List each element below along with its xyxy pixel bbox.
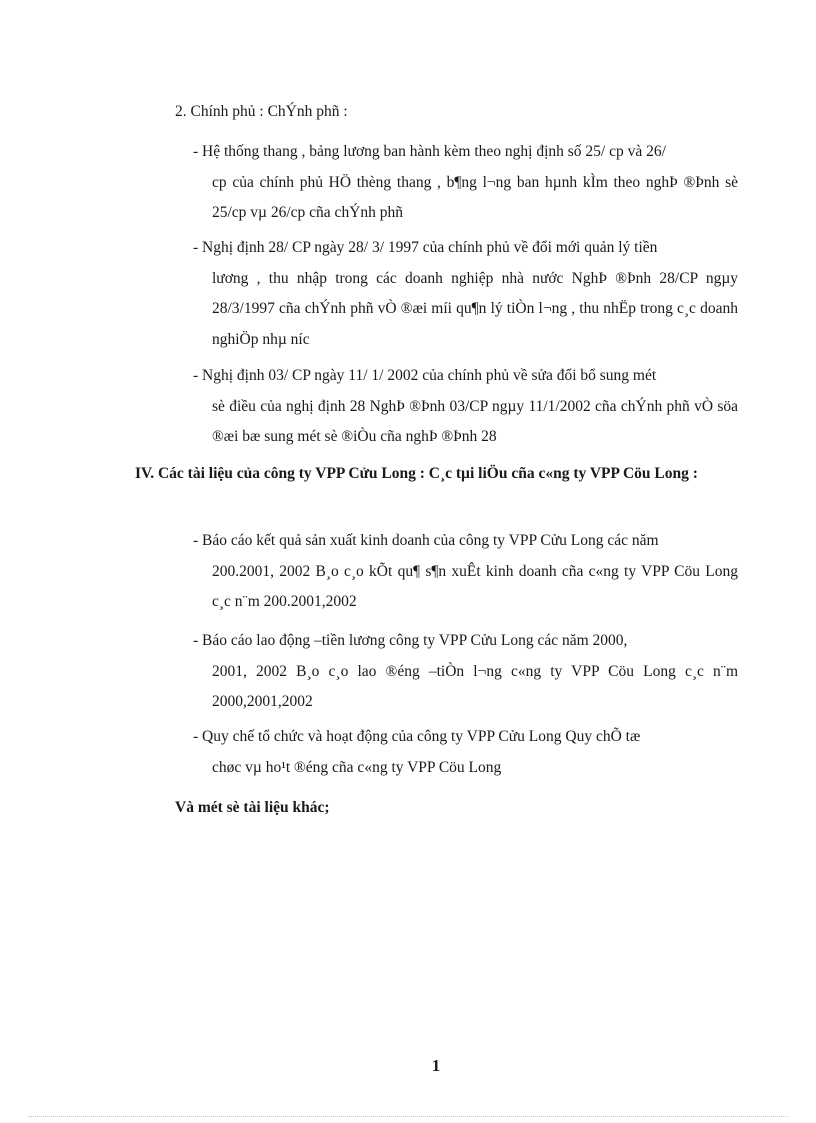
closing-line: Và mét sè tài liệu khác; bbox=[175, 799, 330, 816]
list-item-continuation: cp của chính phủ HÖ thèng thang , b¶ng l¬ng ban hµnh kÌm theo nghÞ ®Þnh sè 25/cp vµ 26/cp cña chÝnh phñ bbox=[212, 173, 738, 221]
list-item-first-line: - Nghị định 28/ CP ngày 28/ 3/ 1997 của chính phủ về đổi mới quản lý tiền bbox=[193, 239, 658, 256]
list-item bbox=[193, 137, 738, 229]
list-item-first-line: - Báo cáo lao động –tiền lương công ty VPP Cửu Long các năm 2000, bbox=[193, 632, 628, 649]
list-item-continuation: sè điều của nghị định 28 NghÞ ®Þnh 03/CP ngµy 11/1/2002 cña chÝnh phñ vÒ söa ®æi bæ sung mét sè ®iÒu cña nghÞ ®Þnh 28 bbox=[212, 397, 738, 445]
list-item-continuation: 2001, 2002 B¸o c¸o lao ®éng –tiÒn l¬ng c«ng ty VPP Cöu Long c¸c n¨m 2000,2001,2002 bbox=[212, 662, 738, 710]
list-item-continuation: 200.2001, 2002 B¸o c¸o kÕt qu¶ s¶n xuÊt kinh doanh cña c«ng ty VPP Cöu Long c¸c n¨m 200.2001,2002 bbox=[212, 562, 738, 610]
list-item bbox=[193, 626, 738, 718]
list-item bbox=[193, 233, 738, 355]
heading-government: 2. Chính phủ : ChÝnh phñ : bbox=[175, 103, 348, 120]
list-item-continuation: chøc vµ ho¹t ®éng cña c«ng ty VPP Cöu Long bbox=[212, 758, 502, 776]
list-item-first-line: - Báo cáo kết quả sản xuất kinh doanh của công ty VPP Cửu Long các năm bbox=[193, 532, 659, 549]
page-bottom-divider bbox=[28, 1116, 788, 1117]
list-item-first-line: - Quy chế tổ chức và hoạt động của công ty VPP Cửu Long Quy chÕ tæ bbox=[193, 728, 641, 745]
list-item-continuation: lương , thu nhập trong các doanh nghiệp nhà nước NghÞ ®Þnh 28/CP ngµy 28/3/1997 cña chÝnh phñ vÒ ®æi míi qu¶n lý tiÒn l¬ng , thu nhËp trong c¸c doanh nghiÖp nhµ níc bbox=[212, 269, 738, 348]
list-item-first-line: - Nghị định 03/ CP ngày 11/ 1/ 2002 của chính phủ về sửa đổi bổ sung mét bbox=[193, 367, 657, 384]
list-item bbox=[193, 361, 738, 453]
list-item-first-line: - Hệ thống thang , bảng lương ban hành kèm theo nghị định số 25/ cp và 26/ bbox=[193, 143, 666, 160]
section-iv-heading: IV. Các tài liệu của công ty VPP Cửu Long : C¸c tµi liÖu cña c«ng ty VPP Cöu Long : bbox=[135, 465, 698, 482]
list-item bbox=[193, 526, 738, 618]
page-number: 1 bbox=[431, 1056, 441, 1075]
list-item bbox=[193, 722, 738, 783]
